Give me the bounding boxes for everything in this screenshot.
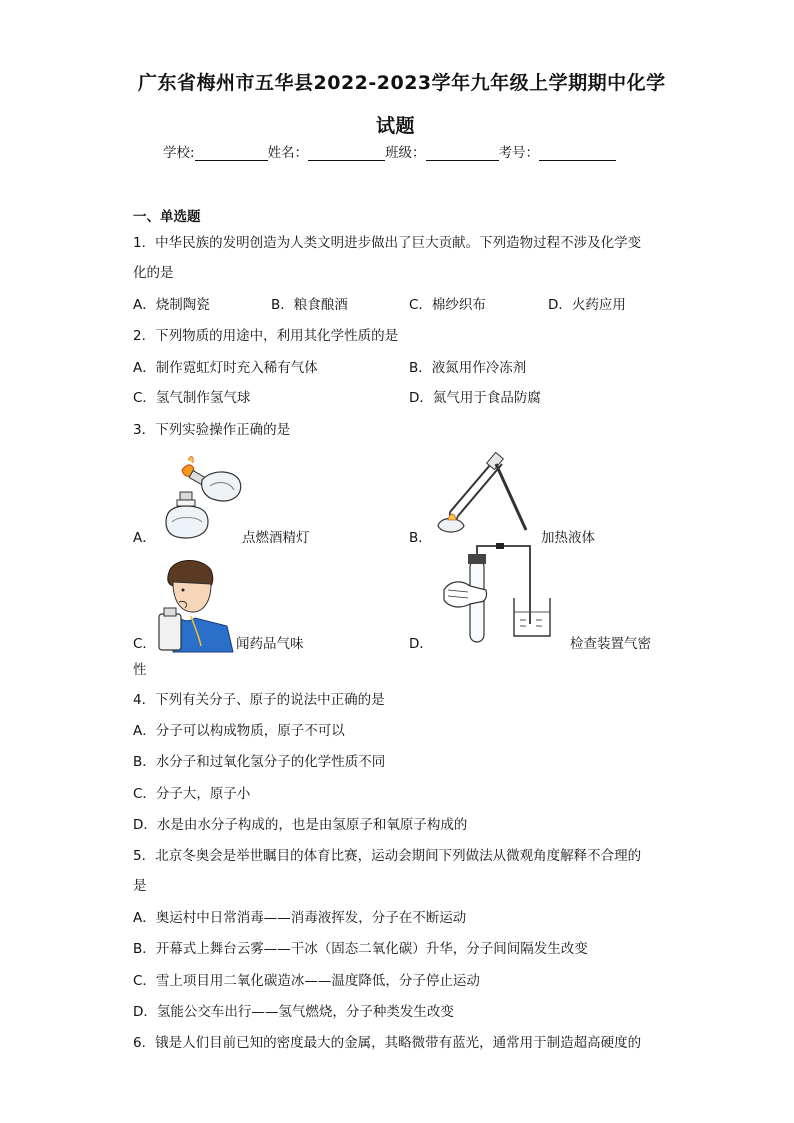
question-1-stem: 1．中华民族的发明创造为人类文明进步做出了巨大贡献。下列造物过程不涉及化学变 <box>133 235 642 251</box>
q3-option-a-caption: 点燃酒精灯 <box>242 530 310 546</box>
q4-option-c[interactable]: C．分子大，原子小 <box>133 786 251 802</box>
class-blank[interactable] <box>426 147 499 161</box>
q5-option-d[interactable]: D．氢能公交车出行——氢气燃烧，分子种类发生改变 <box>133 1004 454 1020</box>
school-label: 学校: <box>163 145 195 161</box>
q1-option-c[interactable]: C．棉纱织布 <box>409 297 486 313</box>
q4-option-d[interactable]: D．水是由水分子构成的，也是由氢原子和氧原子构成的 <box>133 817 468 833</box>
question-5-stem-cont: 是 <box>133 878 147 894</box>
exam-title-line1: 广东省梅州市五华县2022-2023学年九年级上学期期中化学 <box>138 72 666 94</box>
q3-option-b-letter[interactable]: B． <box>409 530 432 546</box>
student-info-fields <box>163 145 616 161</box>
exam-no-blank[interactable] <box>539 147 616 161</box>
question-4-stem: 4．下列有关分子、原子的说法中正确的是 <box>133 692 385 708</box>
heating-liquid-figure <box>430 450 530 542</box>
q3-option-d-caption: 检查装置气密 <box>570 636 651 652</box>
q1-option-b[interactable]: B．粮食酿酒 <box>271 297 348 313</box>
exam-title-line2: 试题 <box>376 115 416 137</box>
question-2-stem: 2．下列物质的用途中，利用其化学性质的是 <box>133 328 399 344</box>
question-3-stem: 3．下列实验操作正确的是 <box>133 422 291 438</box>
q5-option-b[interactable]: B．开幕式上舞台云雾——干冰（固态二氧化碳）升华，分子间间隔发生改变 <box>133 941 588 957</box>
q3-option-d-letter[interactable]: D． <box>409 636 433 652</box>
airtightness-check-figure <box>440 550 566 646</box>
class-label: 班级： <box>385 145 426 161</box>
question-6-stem: 6．锇是人们目前已知的密度最大的金属，其略微带有蓝光，通常用于制造超高硬度的 <box>133 1035 642 1051</box>
section-heading: 一、单选题 <box>133 209 201 225</box>
q3-option-c-caption: 闻药品气味 <box>236 636 304 652</box>
question-5-stem: 5．北京冬奥会是举世瞩目的体育比赛，运动会期间下列做法从微观角度解释不合理的 <box>133 848 642 864</box>
smelling-chemical-figure <box>155 556 235 652</box>
q3-option-b-caption: 加热液体 <box>541 530 595 546</box>
q1-option-d[interactable]: D．火药应用 <box>548 297 626 313</box>
q5-option-c[interactable]: C．雪上项目用二氧化碳造冰——温度降低，分子停止运动 <box>133 973 480 989</box>
alcohol-lamp-lighting-figure <box>160 452 250 544</box>
q2-option-d[interactable]: D．氮气用于食品防腐 <box>409 390 541 406</box>
q4-option-a[interactable]: A．分子可以构成物质，原子不可以 <box>133 723 345 739</box>
question-1-stem-cont: 化的是 <box>133 265 174 281</box>
name-blank[interactable] <box>308 147 385 161</box>
q2-option-c[interactable]: C．氢气制作氢气球 <box>133 390 251 406</box>
q5-option-a[interactable]: A．奥运村中日常消毒——消毒液挥发，分子在不断运动 <box>133 910 467 926</box>
q3-option-d-caption-tail: 性 <box>133 662 147 678</box>
q1-option-a[interactable]: A．烧制陶瓷 <box>133 297 210 313</box>
q4-option-b[interactable]: B．水分子和过氧化氢分子的化学性质不同 <box>133 754 386 770</box>
q3-option-c-letter[interactable]: C． <box>133 636 156 652</box>
name-label: 姓名： <box>267 145 309 161</box>
exam-no-label: 考号： <box>498 145 540 161</box>
q2-option-a[interactable]: A．制作霓虹灯时充入稀有气体 <box>133 360 318 376</box>
school-blank[interactable] <box>195 147 268 161</box>
q3-option-a-letter[interactable]: A． <box>133 530 156 546</box>
q2-option-b[interactable]: B．液氮用作冷冻剂 <box>409 360 527 376</box>
